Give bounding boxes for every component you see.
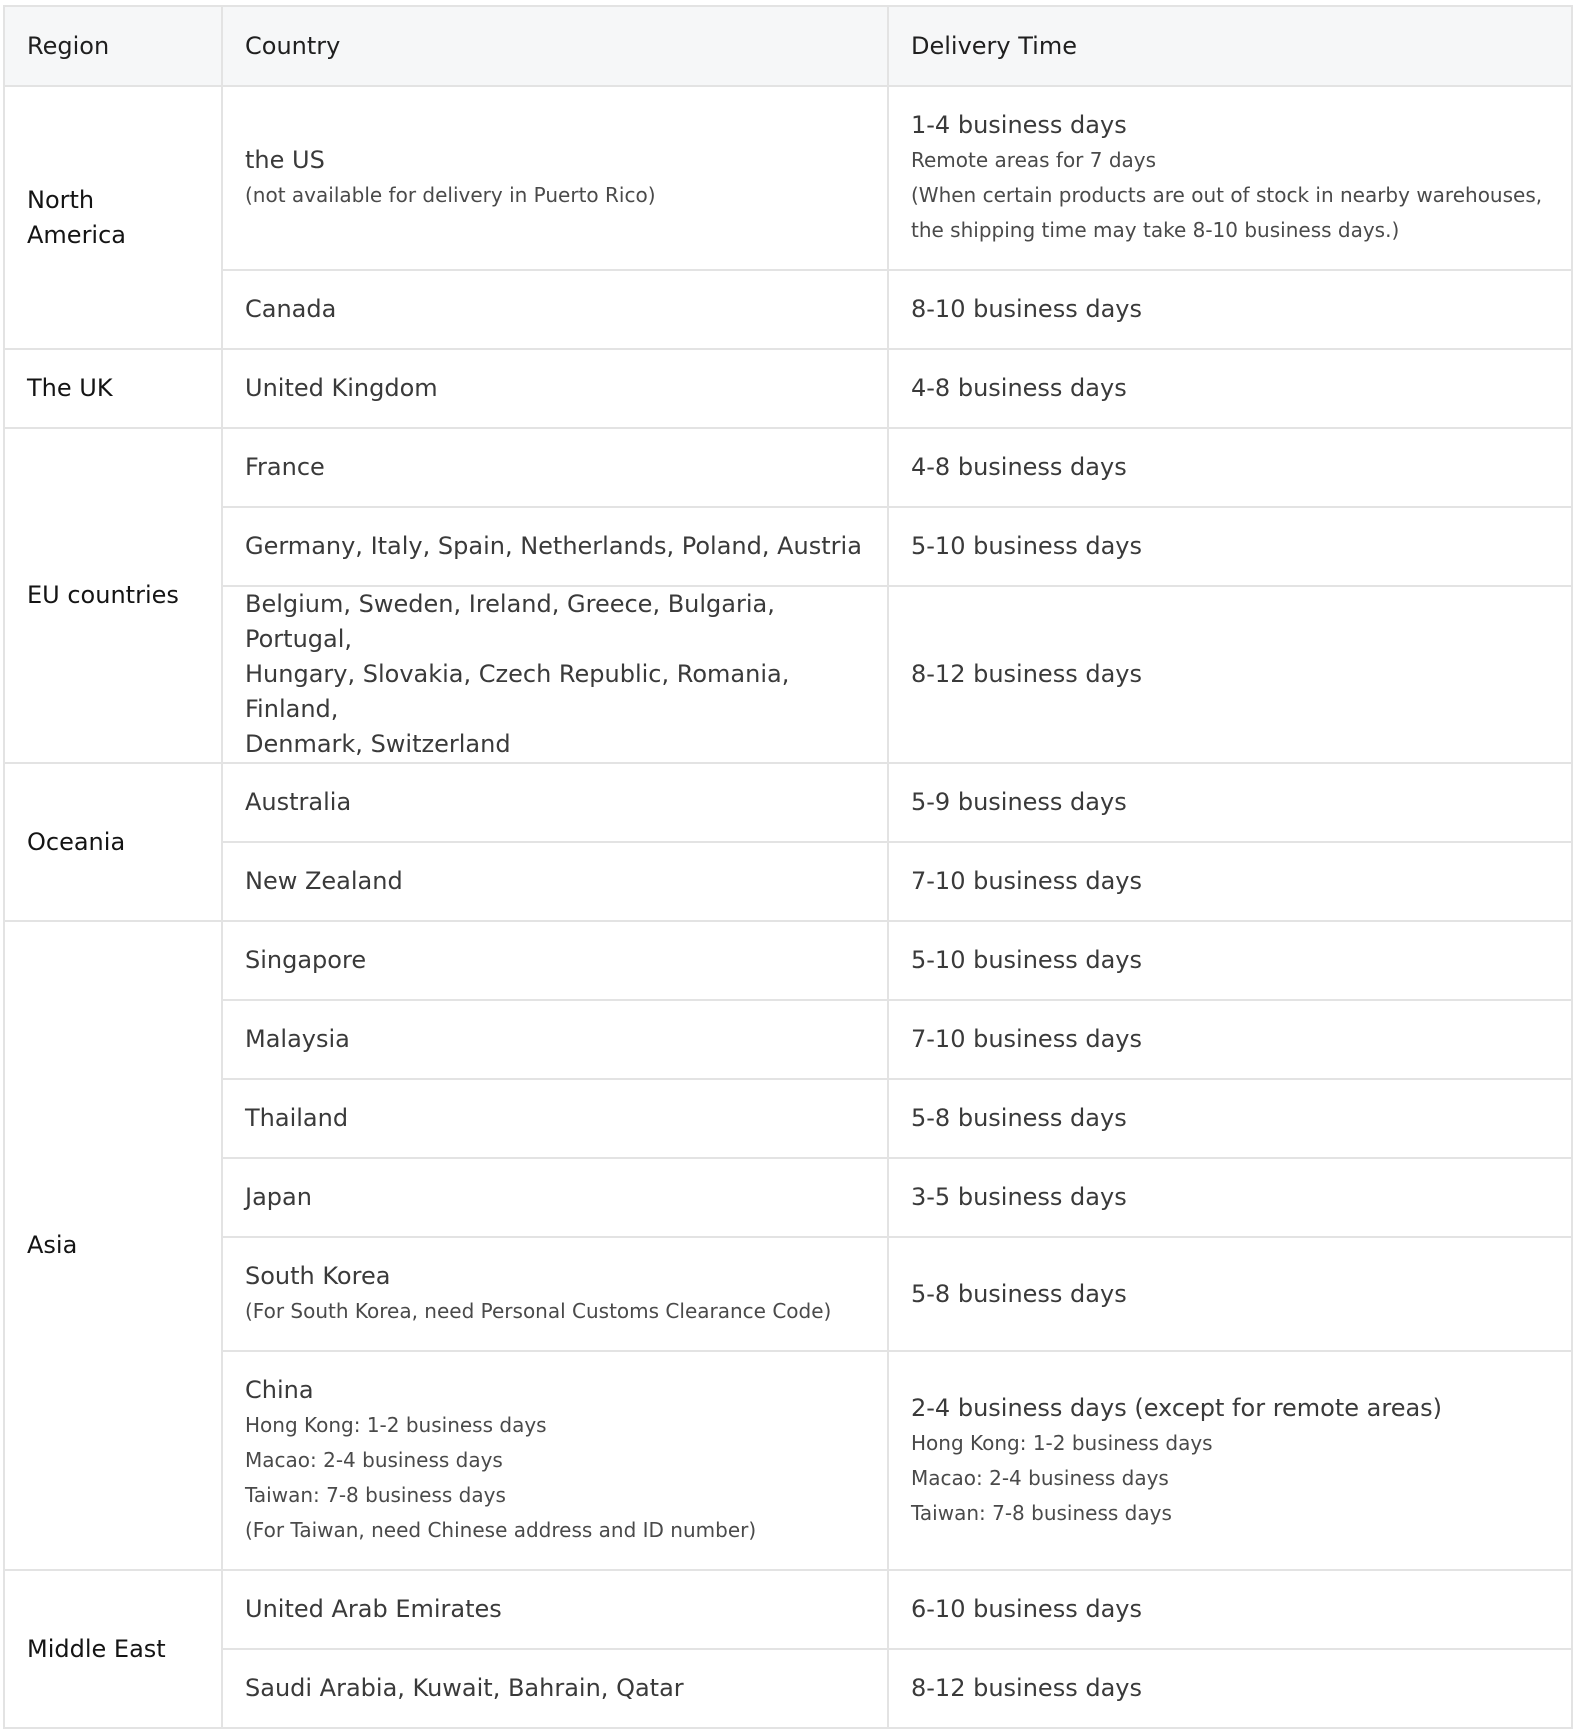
table-row [4, 1649, 1572, 1728]
delivery-cell: 5-8 business days [888, 1079, 1572, 1158]
country-cell: Singapore [222, 921, 888, 1000]
region-cell: EU countries [4, 428, 222, 763]
table-row [4, 1237, 1572, 1351]
table-row [4, 763, 1572, 842]
delivery-note: the shipping time may take 8-10 business days.) [911, 218, 1400, 242]
delivery-note: Hong Kong: 1-2 business days [911, 1430, 1213, 1455]
country-cell: New Zealand [222, 842, 888, 921]
header-country: Country [222, 6, 888, 86]
delivery-cell: 5-9 business days [888, 763, 1572, 842]
delivery-cell: 5-10 business days [888, 921, 1572, 1000]
region-cell: Oceania [4, 763, 222, 921]
delivery-note: Remote areas for 7 days [911, 148, 1157, 172]
table-row [4, 586, 1572, 763]
country-name: the US [245, 146, 325, 174]
country-cell [222, 86, 888, 270]
country-cell: Australia [222, 763, 888, 842]
table-row [4, 270, 1572, 349]
delivery-note: Taiwan: 7-8 business days [911, 1500, 1172, 1525]
delivery-cell: 8-12 business days [888, 1649, 1572, 1728]
country-cell: Saudi Arabia, Kuwait, Bahrain, Qatar [222, 1649, 888, 1728]
delivery-cell: 4-8 business days [888, 428, 1572, 507]
country-name: Hungary, Slovakia, Czech Republic, Romania, Finland, [245, 660, 790, 723]
country-cell [222, 1237, 888, 1351]
country-note: Hong Kong: 1-2 business days [245, 1413, 547, 1437]
table-row [4, 1079, 1572, 1158]
country-cell: United Arab Emirates [222, 1570, 888, 1649]
delivery-cell: 8-10 business days [888, 270, 1572, 349]
table-row [4, 349, 1572, 428]
country-cell: Malaysia [222, 1000, 888, 1079]
delivery-cell: 3-5 business days [888, 1158, 1572, 1237]
country-cell: France [222, 428, 888, 507]
delivery-cell: 6-10 business days [888, 1570, 1572, 1649]
region-cell: Asia [4, 921, 222, 1570]
country-note: Macao: 2-4 business days [245, 1448, 503, 1472]
table-row [4, 1351, 1572, 1570]
table-header-row [4, 6, 1572, 86]
delivery-cell [888, 1351, 1572, 1570]
country-name: Denmark, Switzerland [245, 730, 511, 758]
delivery-time-table [3, 5, 1573, 1729]
delivery-cell: 5-10 business days [888, 507, 1572, 586]
delivery-time: 2-4 business days (except for remote areas) [911, 1393, 1443, 1422]
header-region: Region [4, 6, 222, 86]
region-cell: North America [4, 86, 222, 349]
country-name: China [245, 1376, 314, 1404]
country-cell [222, 586, 888, 763]
table-row [4, 1158, 1572, 1237]
delivery-cell [888, 86, 1572, 270]
table-row [4, 1000, 1572, 1079]
country-name: Belgium, Sweden, Ireland, Greece, Bulgaria, Portugal, [245, 590, 775, 653]
country-cell: United Kingdom [222, 349, 888, 428]
table-row [4, 507, 1572, 586]
country-name: South Korea [245, 1262, 391, 1290]
country-cell: Japan [222, 1158, 888, 1237]
delivery-time: 1-4 business days [911, 111, 1127, 139]
country-cell: Germany, Italy, Spain, Netherlands, Poland, Austria [222, 507, 888, 586]
table-row [4, 842, 1572, 921]
delivery-cell: 8-12 business days [888, 586, 1572, 763]
country-note: (not available for delivery in Puerto Rico) [245, 183, 656, 207]
delivery-cell: 7-10 business days [888, 842, 1572, 921]
country-note: Taiwan: 7-8 business days [245, 1483, 506, 1507]
country-note: (For Taiwan, need Chinese address and ID number) [245, 1518, 757, 1542]
delivery-note: (When certain products are out of stock in nearby warehouses, [911, 183, 1543, 207]
region-cell: Middle East [4, 1570, 222, 1728]
delivery-note: Macao: 2-4 business days [911, 1465, 1169, 1490]
header-delivery-time: Delivery Time [888, 6, 1572, 86]
country-cell: Thailand [222, 1079, 888, 1158]
country-note: (For South Korea, need Personal Customs Clearance Code) [245, 1299, 832, 1323]
table-row [4, 86, 1572, 270]
country-cell [222, 1351, 888, 1570]
delivery-cell: 4-8 business days [888, 349, 1572, 428]
delivery-cell: 5-8 business days [888, 1237, 1572, 1351]
delivery-cell: 7-10 business days [888, 1000, 1572, 1079]
country-cell: Canada [222, 270, 888, 349]
table-row [4, 921, 1572, 1000]
table-row [4, 1570, 1572, 1649]
table-row [4, 428, 1572, 507]
region-cell: The UK [4, 349, 222, 428]
